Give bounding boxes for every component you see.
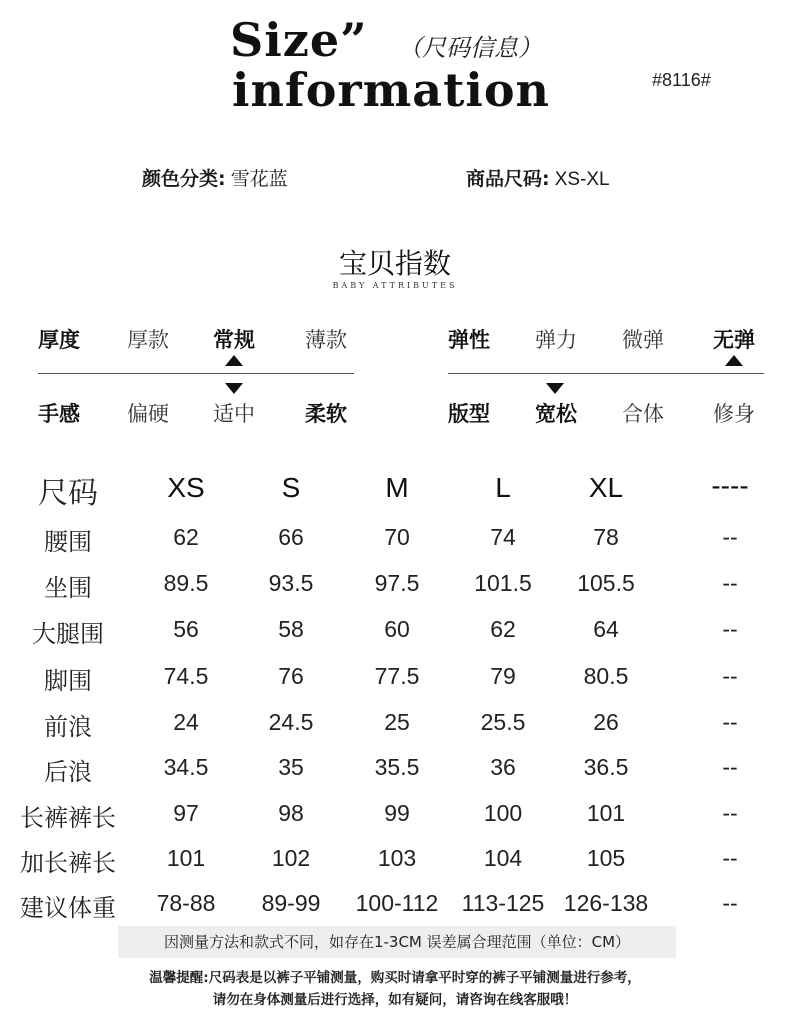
- table-cell: 99: [384, 800, 410, 826]
- table-cell: 35.5: [374, 754, 420, 780]
- column-header: M: [385, 472, 409, 503]
- table-cell: 89.5: [163, 570, 209, 596]
- table-cell: 89-99: [261, 890, 321, 916]
- table-cell: 34.5: [163, 754, 209, 780]
- table-cell: 105.5: [577, 570, 635, 596]
- table-cell: 25.5: [480, 709, 526, 735]
- table-cell: 100: [483, 800, 523, 826]
- table-row: [0, 880, 790, 926]
- row-label: 建议体重: [20, 894, 116, 922]
- table-cell: 97: [173, 800, 199, 826]
- row-label: 后浪: [44, 758, 92, 786]
- fit-option-slim: 修身: [713, 402, 755, 426]
- attributes-subtitle: BABY ATTRIBUTES: [332, 281, 458, 290]
- table-cell: 102: [271, 845, 311, 871]
- table-cell: 101.5: [474, 570, 532, 596]
- title-information: information: [232, 63, 550, 117]
- fit-option-loose: 宽松: [535, 402, 577, 426]
- table-cell: --: [722, 709, 738, 735]
- elasticity-option-none: 无弹: [713, 328, 755, 352]
- table-cell: 101: [166, 845, 206, 871]
- table-cell: 80.5: [583, 663, 629, 689]
- table-cell: 25: [384, 709, 410, 735]
- table-row: [0, 653, 790, 699]
- row-label: 前浪: [44, 713, 92, 741]
- table-cell: 78-88: [156, 890, 216, 916]
- table-cell: 36: [490, 754, 516, 780]
- color-category: [142, 164, 288, 191]
- table-row: [0, 835, 790, 880]
- thickness-divider: [38, 373, 354, 374]
- row-label: 坐围: [44, 574, 92, 602]
- measurement-note: 因测量方法和款式不同，如存在1-3CM 误差属合理范围（单位：CM）: [118, 926, 676, 958]
- table-cell: 26: [593, 709, 619, 735]
- feel-option-medium: 适中: [213, 402, 255, 426]
- feel-selected-marker-icon: [225, 383, 243, 394]
- table-cell: --: [722, 754, 738, 780]
- table-cell: --: [722, 845, 738, 871]
- table-cell: 78: [593, 524, 619, 550]
- table-cell: 79: [490, 663, 516, 689]
- color-value: 雪花蓝: [230, 168, 288, 190]
- table-cell: 76: [278, 663, 304, 689]
- table-cell: --: [722, 524, 738, 550]
- table-cell: 62: [490, 616, 516, 642]
- table-cell: 36.5: [583, 754, 629, 780]
- table-cell: 66: [278, 524, 304, 550]
- thickness-label: 厚度: [38, 328, 80, 352]
- attributes-title: 宝贝指数: [338, 247, 451, 280]
- table-cell: 70: [384, 524, 410, 550]
- table-cell: 56: [173, 616, 199, 642]
- table-row: [0, 699, 790, 744]
- table-cell: 93.5: [268, 570, 314, 596]
- thickness-option-thick: 厚款: [127, 328, 169, 352]
- table-cell: 24: [173, 709, 199, 735]
- row-label: 长裤裤长: [20, 804, 116, 832]
- table-cell: 113-125: [461, 890, 545, 916]
- feel-label: 手感: [38, 402, 80, 426]
- elasticity-option-stretch: 弹力: [535, 328, 577, 352]
- elasticity-option-slight: 微弹: [622, 328, 664, 352]
- thickness-selected-marker-icon: [225, 355, 243, 366]
- row-label: 大腿围: [32, 620, 104, 648]
- table-cell: 77.5: [374, 663, 420, 689]
- feel-option-soft: 柔软: [305, 402, 347, 426]
- size-table: [0, 460, 790, 926]
- column-header: XL: [588, 472, 624, 503]
- column-header: ----: [711, 470, 749, 501]
- table-cell: 101: [586, 800, 626, 826]
- table-cell: --: [722, 663, 738, 689]
- column-header: L: [495, 472, 511, 503]
- table-cell: 126-138: [563, 890, 649, 916]
- table-cell: --: [722, 800, 738, 826]
- tip-line-1: 温馨提醒:尺码表是以裤子平铺测量，购买时请拿平时穿的裤子平铺测量进行参考，: [149, 970, 641, 986]
- table-cell: 35: [278, 754, 304, 780]
- row-label: 脚围: [44, 667, 92, 695]
- table-row: [0, 514, 790, 560]
- row-label: 腰围: [44, 528, 92, 556]
- size-header-label: 尺码: [38, 476, 98, 511]
- size-table-header: [0, 460, 790, 514]
- table-cell: 64: [593, 616, 619, 642]
- table-cell: 24.5: [268, 709, 314, 735]
- table-cell: --: [722, 570, 738, 596]
- title-size: Size”: [230, 13, 368, 67]
- table-cell: 74: [490, 524, 516, 550]
- table-cell: 58: [278, 616, 304, 642]
- row-label: 加长裤长: [20, 849, 116, 877]
- table-cell: --: [722, 890, 738, 916]
- table-row: [0, 744, 790, 790]
- table-cell: 97.5: [374, 570, 420, 596]
- color-label: 颜色分类:: [142, 168, 226, 190]
- table-cell: 104: [483, 845, 523, 871]
- table-cell: 100-112: [355, 890, 439, 916]
- table-cell: 98: [278, 800, 304, 826]
- size-value: XS-XL: [554, 169, 610, 190]
- feel-option-hard: 偏硬: [127, 402, 169, 426]
- table-cell: 62: [173, 524, 199, 550]
- table-row: [0, 606, 790, 653]
- thickness-option-thin: 薄款: [305, 328, 347, 352]
- fit-label: 版型: [448, 402, 490, 426]
- table-cell: 103: [377, 845, 417, 871]
- table-cell: 60: [384, 616, 410, 642]
- size-range: [466, 164, 610, 191]
- table-row: [0, 560, 790, 606]
- elasticity-selected-marker-icon: [725, 355, 743, 366]
- fit-selected-marker-icon: [546, 383, 564, 394]
- elasticity-label: 弹性: [448, 328, 490, 352]
- title-chinese: （尺码信息）: [398, 34, 542, 62]
- size-label: 商品尺码:: [466, 168, 550, 190]
- table-cell: 105: [586, 845, 626, 871]
- table-cell: --: [722, 616, 738, 642]
- table-cell: 74.5: [163, 663, 209, 689]
- column-header: S: [281, 472, 301, 503]
- product-code: #8116#: [652, 70, 711, 90]
- table-row: [0, 790, 790, 835]
- size-table-body: [0, 514, 790, 926]
- tip-line-2: 请勿在身体测量后进行选择，如有疑问，请咨询在线客服哦！: [212, 992, 578, 1008]
- thickness-option-regular: 常规: [213, 328, 255, 352]
- column-header: XS: [167, 472, 205, 503]
- elasticity-divider: [448, 373, 764, 374]
- fit-option-regular: 合体: [622, 402, 664, 426]
